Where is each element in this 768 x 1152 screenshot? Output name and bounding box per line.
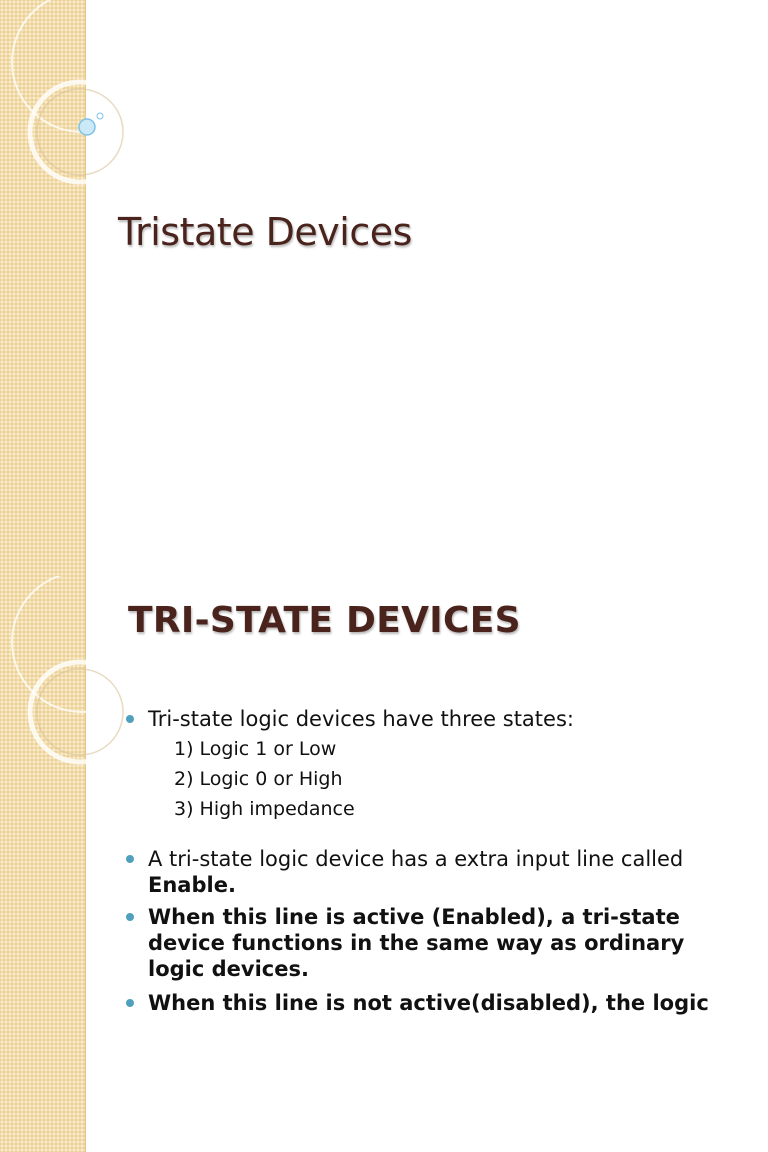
bullet-icon [126,999,134,1007]
bullet-text: Tri-state logic devices have three states: [148,707,574,731]
sub-list-item: 3) High impedance [174,798,355,820]
list-item [124,706,744,824]
list-item [124,990,744,1016]
list-item [124,904,744,982]
bullet-bold-text: Enable. [148,873,236,897]
decorative-rings [0,0,130,200]
bullet-icon [126,715,134,723]
bubble-icon [79,119,95,135]
bullet-icon [126,855,134,863]
bullet-text: A tri-state logic device has a extra input line called [148,847,684,871]
bullet-text: When this line is active (Enabled), a tri-state device functions in the same way as ordinary logic devices. [148,905,685,981]
sub-list [148,734,744,824]
slide-title: Tristate Devices [118,210,412,254]
slide-title: TRI-STATE DEVICES [128,600,521,641]
list-item [124,846,744,898]
bullet-text: When this line is not active(disabled), the logic [148,991,709,1015]
bullet-icon [126,913,134,921]
small-bubble-icon [97,113,103,119]
sub-list-item: 1) Logic 1 or Low [174,738,337,760]
decorative-rings [0,576,130,776]
bullet-list [124,706,744,1016]
slide-2 [0,576,768,1152]
sub-list-item: 2) Logic 0 or High [174,768,343,790]
